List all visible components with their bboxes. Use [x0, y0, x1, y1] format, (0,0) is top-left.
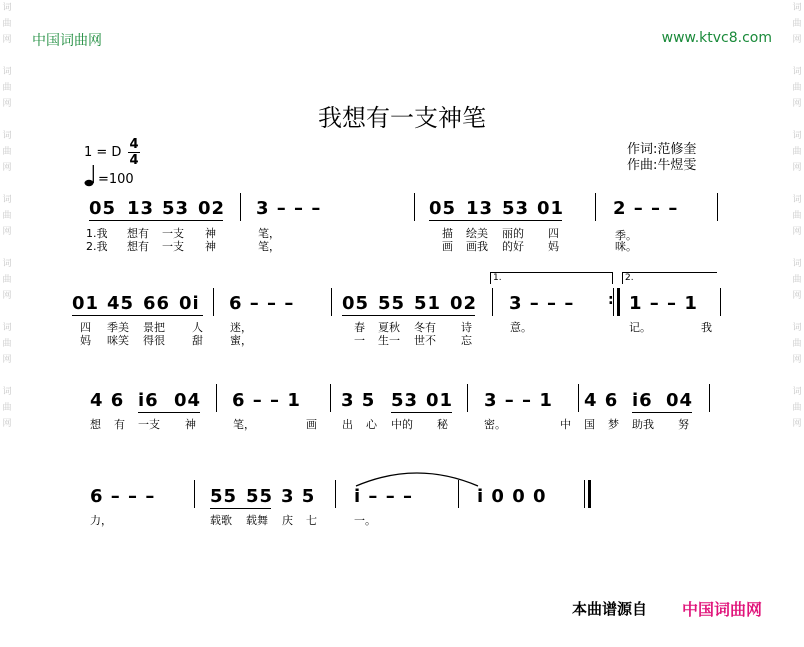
note-group: 05 [342, 293, 370, 314]
lyric: 想有 [127, 240, 149, 253]
right-edge-watermark: 词曲网 词曲网 词曲网 词曲网 词曲网 词曲网 词曲网 [792, 3, 802, 429]
note-group: 6 – – – [90, 486, 156, 507]
lyric: 丽的 [502, 227, 524, 240]
lyric: 世不 [414, 334, 436, 347]
note-group: 05 [429, 198, 457, 219]
final-bar-line-thick [588, 480, 591, 508]
beam [391, 412, 452, 413]
lyric: 想有 [127, 227, 149, 240]
bar-line [194, 480, 195, 508]
lyric: 咪。 [615, 240, 637, 253]
note-group: 0i [179, 293, 200, 314]
note-group: 3 5 [281, 486, 316, 507]
lyric: 一支 [162, 227, 184, 240]
beam [210, 508, 271, 509]
lyric: 助我 [632, 418, 654, 431]
lyric: 四 [548, 227, 559, 240]
lyric: 国 [584, 418, 595, 431]
lyric: 诗 [461, 321, 472, 334]
lyric: 笔， [258, 240, 280, 253]
site-url: www.ktvc8.com [661, 30, 772, 46]
lyric: 的好 [502, 240, 524, 253]
lyric: 2.我 [86, 240, 108, 253]
lyric: 景把 [143, 321, 165, 334]
note-group: 04 [174, 390, 202, 411]
note-group: 04 [666, 390, 694, 411]
bar-line [414, 193, 415, 221]
lyric: 载歌 [210, 514, 232, 527]
final-bar-line-thin [584, 480, 585, 508]
lyric: 一支 [138, 418, 160, 431]
tempo-marking: =100 [98, 172, 134, 187]
time-signature-bottom: 4 [129, 153, 139, 168]
lyric: 季美 [107, 321, 129, 334]
repeat-dots: : [608, 292, 615, 308]
note-group: 2 – – – [613, 198, 679, 219]
lyric: 画 [306, 418, 317, 431]
lyric: 密。 [484, 418, 506, 431]
lyric: 我 [701, 321, 712, 334]
bar-line [240, 193, 241, 221]
note-group: i6 [138, 390, 159, 411]
lyric: 笔， [258, 227, 280, 240]
bar-line [458, 480, 459, 508]
lyric: 出 [342, 418, 353, 431]
lyric: 中 [560, 418, 571, 431]
volta-bracket-second [622, 272, 717, 273]
bar-line [709, 384, 710, 412]
lyric: 春 [354, 321, 365, 334]
lyric: 咪笑 [107, 334, 129, 347]
lyric: 夏秋 [378, 321, 400, 334]
beam [138, 412, 200, 413]
lyric: 得很 [143, 334, 165, 347]
lyric: 季。 [615, 229, 637, 242]
lyricist-credit: 作词:范修奎 [627, 142, 697, 157]
note-group: 01 [426, 390, 454, 411]
lyric: 妈 [80, 334, 91, 347]
note-group: 51 [414, 293, 442, 314]
lyric: 生一 [378, 334, 400, 347]
lyric: 有 [114, 418, 125, 431]
lyric: 神 [205, 227, 216, 240]
note-group: 55 [378, 293, 406, 314]
note-group: 3 – – 1 [484, 390, 553, 411]
lyric: 描 [442, 227, 453, 240]
bar-line [216, 384, 217, 412]
lyric: 梦 [608, 418, 619, 431]
lyric: 载舞 [246, 514, 268, 527]
key-signature: 1 = D [84, 145, 122, 160]
note-group: 01 [72, 293, 100, 314]
lyric: 人 [192, 321, 203, 334]
lyric: 神 [205, 240, 216, 253]
bar-line [331, 288, 332, 316]
lyric: 力， [90, 514, 112, 527]
lyric: 想 [90, 418, 101, 431]
site-name: 中国词曲网 [32, 33, 102, 49]
repeat-bar-line [613, 288, 614, 316]
lyric: 一。 [354, 514, 376, 527]
bar-line [720, 288, 721, 316]
composer-credit: 作曲:牛煜雯 [627, 158, 697, 173]
source-label: 本曲谱源自 [572, 600, 648, 618]
note-group: 53 [502, 198, 530, 219]
lyric: 秘 [437, 418, 448, 431]
quarter-note-icon [84, 164, 98, 188]
lyric: 迷， [230, 321, 252, 334]
bar-line [330, 384, 331, 412]
lyric: 一支 [162, 240, 184, 253]
lyric: 一 [354, 334, 365, 347]
lyric: 努 [678, 418, 689, 431]
bar-line [467, 384, 468, 412]
note-group: 02 [450, 293, 478, 314]
beam [429, 220, 562, 221]
note-group: 01 [537, 198, 565, 219]
left-edge-watermark: 词曲网 词曲网 词曲网 词曲网 词曲网 词曲网 词曲网 [2, 3, 12, 429]
lyric: 庆 [282, 514, 293, 527]
note-group: i 0 0 0 [477, 486, 547, 507]
lyric: 七 [306, 514, 317, 527]
note-group: 13 [127, 198, 155, 219]
repeat-bar-line-thick [617, 288, 620, 316]
time-signature-top: 4 [129, 137, 139, 152]
beam [632, 412, 692, 413]
bar-line [492, 288, 493, 316]
beam [342, 315, 475, 316]
note-group: 6 – – – [229, 293, 295, 314]
beam [89, 220, 223, 221]
lyric: 四 [80, 321, 91, 334]
beam [72, 315, 203, 316]
volta-bracket-first [490, 272, 612, 273]
note-group: 55 [210, 486, 238, 507]
lyric: 意。 [510, 321, 532, 334]
note-group: 4 6 [90, 390, 125, 411]
bar-line [578, 384, 579, 412]
song-title: 我想有一支神笔 [318, 104, 486, 132]
note-group: i – – – [354, 486, 413, 507]
lyric: 甜 [192, 334, 203, 347]
note-group: 13 [466, 198, 494, 219]
note-group: 3 5 [341, 390, 376, 411]
lyric: 心 [366, 418, 377, 431]
lyric: 绘美 [466, 227, 488, 240]
note-group: 3 – – – [509, 293, 575, 314]
bar-line [213, 288, 214, 316]
note-group: 53 [391, 390, 419, 411]
lyric: 笔， [233, 418, 255, 431]
note-group: 45 [107, 293, 135, 314]
lyric: 中的 [391, 418, 413, 431]
note-group: 55 [246, 486, 274, 507]
volta-bracket-edge [490, 272, 491, 284]
note-group: 6 – – 1 [232, 390, 301, 411]
lyric: 忘 [461, 334, 472, 347]
bar-line [595, 193, 596, 221]
slur [352, 466, 482, 488]
lyric: 冬有 [414, 321, 436, 334]
note-group: 4 6 [584, 390, 619, 411]
volta-label-second: 2. [625, 273, 634, 283]
lyric: 记。 [629, 321, 651, 334]
note-group: 53 [162, 198, 190, 219]
volta-bracket-edge [622, 272, 623, 284]
lyric: 1.我 [86, 227, 108, 240]
bar-line [335, 480, 336, 508]
note-group: 3 – – – [256, 198, 322, 219]
time-signature [128, 137, 140, 168]
volta-bracket-edge [612, 272, 613, 284]
source-site: 中国词曲网 [682, 600, 763, 619]
note-group: 02 [198, 198, 226, 219]
lyric: 画我 [466, 240, 488, 253]
bar-line [717, 193, 718, 221]
note-group: i6 [632, 390, 653, 411]
volta-label-first: 1. [493, 273, 502, 283]
lyric: 画 [442, 240, 453, 253]
note-group: 05 [89, 198, 117, 219]
note-group: 66 [143, 293, 171, 314]
lyric: 神 [185, 418, 196, 431]
lyric: 妈 [548, 240, 559, 253]
lyric: 蜜， [230, 334, 252, 347]
note-group: 1 – – 1 [629, 293, 698, 314]
